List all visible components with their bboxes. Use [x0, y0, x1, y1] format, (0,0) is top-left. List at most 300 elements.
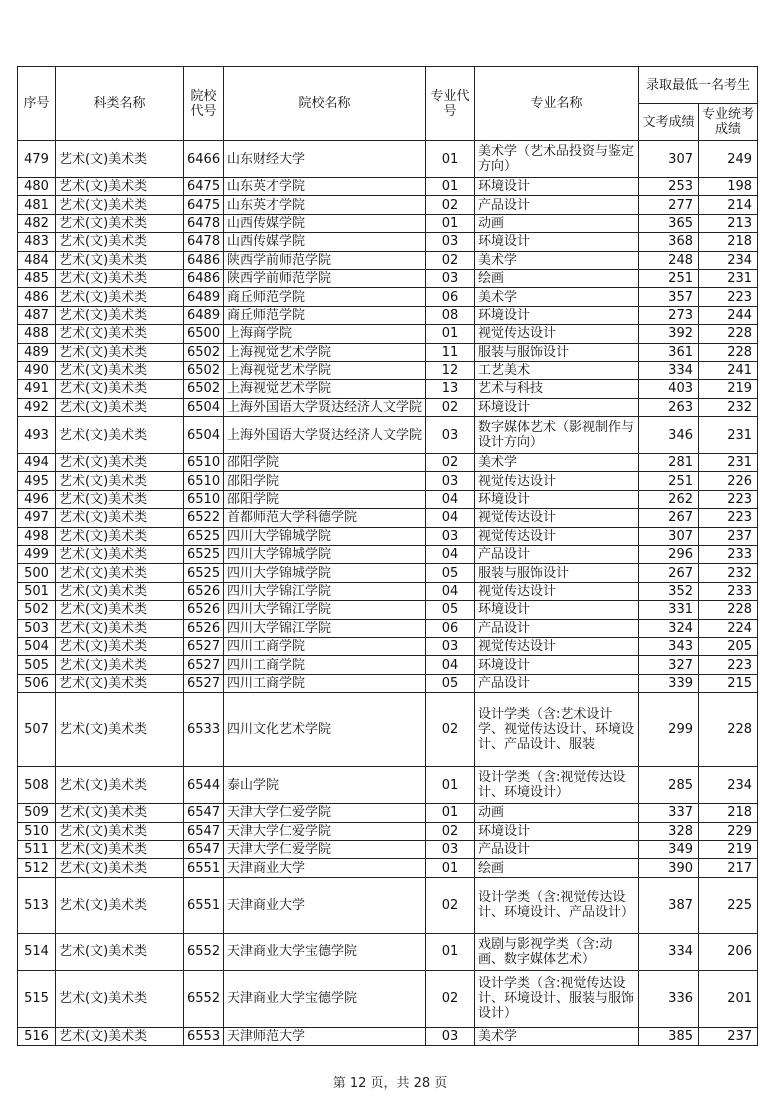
seq-cell: 492 — [18, 398, 56, 416]
school-code-cell: 6526 — [184, 601, 224, 619]
seq-cell: 496 — [18, 490, 56, 508]
zhuanye-cell: 219 — [699, 840, 758, 858]
school-name-cell: 四川工商学院 — [224, 637, 426, 655]
zhuanye-cell: 231 — [699, 417, 758, 454]
school-code-cell: 6544 — [184, 767, 224, 804]
school-name-cell: 山西传媒学院 — [224, 233, 426, 251]
wenkao-cell: 343 — [639, 637, 699, 655]
school-name-cell: 天津商业大学宝德学院 — [224, 970, 426, 1027]
category-cell: 艺术(文)美术类 — [56, 674, 184, 692]
school-name-cell: 天津商业大学 — [224, 859, 426, 877]
seq-cell: 513 — [18, 877, 56, 933]
table-row — [18, 822, 758, 840]
zhuanye-cell: 223 — [699, 490, 758, 508]
wenkao-cell: 248 — [639, 251, 699, 269]
seq-cell: 491 — [18, 380, 56, 398]
zhuanye-cell: 223 — [699, 656, 758, 674]
major-name-cell: 环境设计 — [475, 398, 639, 416]
seq-cell: 486 — [18, 288, 56, 306]
wenkao-cell: 267 — [639, 564, 699, 582]
major-code-cell: 01 — [426, 859, 475, 877]
school-code-cell: 6547 — [184, 804, 224, 822]
category-cell: 艺术(文)美术类 — [56, 288, 184, 306]
header-wenkao: 文考成绩 — [639, 104, 699, 141]
seq-cell: 494 — [18, 454, 56, 472]
zhuanye-cell: 225 — [699, 877, 758, 933]
category-cell: 艺术(文)美术类 — [56, 840, 184, 858]
seq-cell: 507 — [18, 693, 56, 767]
school-code-cell: 6522 — [184, 509, 224, 527]
school-code-cell: 6525 — [184, 546, 224, 564]
page-footer: 第 12 页，共 28 页 — [332, 1076, 448, 1091]
category-cell: 艺术(文)美术类 — [56, 269, 184, 287]
major-name-cell: 设计学类（含:视觉传达设计、环境设计、服装与服饰设计） — [475, 970, 639, 1027]
major-code-cell: 04 — [426, 509, 475, 527]
major-name-cell: 美术学 — [475, 454, 639, 472]
school-name-cell: 天津大学仁爱学院 — [224, 804, 426, 822]
school-name-cell: 邵阳学院 — [224, 472, 426, 490]
school-code-cell: 6478 — [184, 233, 224, 251]
school-code-cell: 6527 — [184, 674, 224, 692]
school-name-cell: 上海视觉艺术学院 — [224, 380, 426, 398]
seq-cell: 508 — [18, 767, 56, 804]
category-cell: 艺术(文)美术类 — [56, 472, 184, 490]
seq-cell: 500 — [18, 564, 56, 582]
seq-cell: 514 — [18, 933, 56, 970]
zhuanye-cell: 205 — [699, 637, 758, 655]
major-name-cell: 美术学 — [475, 288, 639, 306]
seq-cell: 483 — [18, 233, 56, 251]
major-name-cell: 美术学 — [475, 251, 639, 269]
category-cell: 艺术(文)美术类 — [56, 380, 184, 398]
major-code-cell: 04 — [426, 582, 475, 600]
zhuanye-cell: 231 — [699, 269, 758, 287]
school-code-cell: 6553 — [184, 1027, 224, 1045]
seq-cell: 501 — [18, 582, 56, 600]
seq-cell: 510 — [18, 822, 56, 840]
school-name-cell: 邵阳学院 — [224, 490, 426, 508]
wenkao-cell: 334 — [639, 933, 699, 970]
wenkao-cell: 285 — [639, 767, 699, 804]
major-name-cell: 绘画 — [475, 859, 639, 877]
wenkao-cell: 368 — [639, 233, 699, 251]
wenkao-cell: 262 — [639, 490, 699, 508]
wenkao-cell: 336 — [639, 970, 699, 1027]
school-name-cell: 四川大学锦江学院 — [224, 582, 426, 600]
school-name-cell: 四川大学锦江学院 — [224, 601, 426, 619]
major-name-cell: 环境设计 — [475, 233, 639, 251]
seq-cell: 504 — [18, 637, 56, 655]
seq-cell: 490 — [18, 361, 56, 379]
zhuanye-cell: 231 — [699, 454, 758, 472]
school-code-cell: 6502 — [184, 380, 224, 398]
major-code-cell: 03 — [426, 840, 475, 858]
major-code-cell: 03 — [426, 233, 475, 251]
major-name-cell: 产品设计 — [475, 546, 639, 564]
school-code-cell: 6510 — [184, 490, 224, 508]
category-cell: 艺术(文)美术类 — [56, 933, 184, 970]
major-name-cell: 视觉传达设计 — [475, 472, 639, 490]
school-name-cell: 四川工商学院 — [224, 656, 426, 674]
category-cell: 艺术(文)美术类 — [56, 582, 184, 600]
table-row — [18, 656, 758, 674]
major-code-cell: 03 — [426, 637, 475, 655]
wenkao-cell: 296 — [639, 546, 699, 564]
major-code-cell: 03 — [426, 527, 475, 545]
category-cell: 艺术(文)美术类 — [56, 509, 184, 527]
zhuanye-cell: 198 — [699, 178, 758, 196]
table-row — [18, 1027, 758, 1045]
seq-cell: 511 — [18, 840, 56, 858]
category-cell: 艺术(文)美术类 — [56, 804, 184, 822]
category-cell: 艺术(文)美术类 — [56, 656, 184, 674]
wenkao-cell: 253 — [639, 178, 699, 196]
category-cell: 艺术(文)美术类 — [56, 822, 184, 840]
major-name-cell: 视觉传达设计 — [475, 325, 639, 343]
zhuanye-cell: 228 — [699, 325, 758, 343]
wenkao-cell: 337 — [639, 804, 699, 822]
school-code-cell: 6504 — [184, 398, 224, 416]
wenkao-cell: 339 — [639, 674, 699, 692]
school-name-cell: 四川大学锦江学院 — [224, 619, 426, 637]
wenkao-cell: 263 — [639, 398, 699, 416]
major-code-cell: 02 — [426, 970, 475, 1027]
major-name-cell: 服装与服饰设计 — [475, 343, 639, 361]
major-code-cell: 03 — [426, 472, 475, 490]
table-row — [18, 417, 758, 454]
header-major-name: 专业名称 — [475, 67, 639, 141]
category-cell: 艺术(文)美术类 — [56, 1027, 184, 1045]
header-major-code: 专业代号 — [426, 67, 475, 141]
table-row — [18, 970, 758, 1027]
wenkao-cell: 385 — [639, 1027, 699, 1045]
school-name-cell: 上海商学院 — [224, 325, 426, 343]
major-code-cell: 08 — [426, 306, 475, 324]
school-name-cell: 四川大学锦城学院 — [224, 564, 426, 582]
zhuanye-cell: 226 — [699, 472, 758, 490]
school-code-cell: 6525 — [184, 564, 224, 582]
school-name-cell: 山西传媒学院 — [224, 214, 426, 232]
zhuanye-cell: 244 — [699, 306, 758, 324]
wenkao-cell: 331 — [639, 601, 699, 619]
seq-cell: 497 — [18, 509, 56, 527]
category-cell: 艺术(文)美术类 — [56, 398, 184, 416]
school-name-cell: 邵阳学院 — [224, 454, 426, 472]
category-cell: 艺术(文)美术类 — [56, 233, 184, 251]
table-row — [18, 582, 758, 600]
school-name-cell: 商丘师范学院 — [224, 288, 426, 306]
category-cell: 艺术(文)美术类 — [56, 877, 184, 933]
seq-cell: 484 — [18, 251, 56, 269]
zhuanye-cell: 218 — [699, 233, 758, 251]
major-code-cell: 12 — [426, 361, 475, 379]
wenkao-cell: 251 — [639, 269, 699, 287]
major-name-cell: 环境设计 — [475, 601, 639, 619]
school-code-cell: 6527 — [184, 637, 224, 655]
zhuanye-cell: 228 — [699, 343, 758, 361]
school-name-cell: 山东财经大学 — [224, 141, 426, 178]
zhuanye-cell: 219 — [699, 380, 758, 398]
category-cell: 艺术(文)美术类 — [56, 490, 184, 508]
table-row — [18, 141, 758, 178]
school-code-cell: 6510 — [184, 454, 224, 472]
table-row — [18, 693, 758, 767]
major-code-cell: 03 — [426, 1027, 475, 1045]
major-name-cell: 视觉传达设计 — [475, 637, 639, 655]
zhuanye-cell: 229 — [699, 822, 758, 840]
school-code-cell: 6547 — [184, 840, 224, 858]
school-name-cell: 商丘师范学院 — [224, 306, 426, 324]
category-cell: 艺术(文)美术类 — [56, 141, 184, 178]
zhuanye-cell: 249 — [699, 141, 758, 178]
school-name-cell: 上海视觉艺术学院 — [224, 343, 426, 361]
major-name-cell: 绘画 — [475, 269, 639, 287]
zhuanye-cell: 233 — [699, 582, 758, 600]
table-row — [18, 859, 758, 877]
seq-cell: 503 — [18, 619, 56, 637]
school-code-cell: 6551 — [184, 859, 224, 877]
major-code-cell: 01 — [426, 804, 475, 822]
seq-cell: 481 — [18, 196, 56, 214]
seq-cell: 485 — [18, 269, 56, 287]
wenkao-cell: 352 — [639, 582, 699, 600]
seq-cell: 502 — [18, 601, 56, 619]
category-cell: 艺术(文)美术类 — [56, 564, 184, 582]
major-name-cell: 数字媒体艺术（影视制作与设计方向） — [475, 417, 639, 454]
school-code-cell: 6551 — [184, 877, 224, 933]
major-name-cell: 服装与服饰设计 — [475, 564, 639, 582]
seq-cell: 488 — [18, 325, 56, 343]
zhuanye-cell: 206 — [699, 933, 758, 970]
major-code-cell: 04 — [426, 546, 475, 564]
zhuanye-cell: 232 — [699, 398, 758, 416]
zhuanye-cell: 223 — [699, 509, 758, 527]
major-name-cell: 美术学（艺术品投资与鉴定方向） — [475, 141, 639, 178]
major-code-cell: 02 — [426, 877, 475, 933]
table-row — [18, 325, 758, 343]
zhuanye-cell: 215 — [699, 674, 758, 692]
table-row — [18, 361, 758, 379]
category-cell: 艺术(文)美术类 — [56, 417, 184, 454]
table-row — [18, 546, 758, 564]
seq-cell: 489 — [18, 343, 56, 361]
major-name-cell: 设计学类（含:视觉传达设计、环境设计） — [475, 767, 639, 804]
school-name-cell: 泰山学院 — [224, 767, 426, 804]
major-code-cell: 03 — [426, 269, 475, 287]
major-name-cell: 环境设计 — [475, 178, 639, 196]
header-category: 科类名称 — [56, 67, 184, 141]
seq-cell: 482 — [18, 214, 56, 232]
seq-cell: 499 — [18, 546, 56, 564]
major-code-cell: 06 — [426, 619, 475, 637]
school-name-cell: 四川工商学院 — [224, 674, 426, 692]
major-code-cell: 06 — [426, 288, 475, 306]
table-row — [18, 214, 758, 232]
seq-cell: 495 — [18, 472, 56, 490]
seq-cell: 493 — [18, 417, 56, 454]
major-code-cell: 05 — [426, 674, 475, 692]
category-cell: 艺术(文)美术类 — [56, 306, 184, 324]
school-name-cell: 天津大学仁爱学院 — [224, 822, 426, 840]
table-row — [18, 251, 758, 269]
school-name-cell: 上海外国语大学贤达经济人文学院 — [224, 417, 426, 454]
table-row — [18, 877, 758, 933]
seq-cell: 505 — [18, 656, 56, 674]
wenkao-cell: 299 — [639, 693, 699, 767]
major-name-cell: 设计学类（含:艺术设计学、视觉传达设计、环境设计、产品设计、服装 — [475, 693, 639, 767]
category-cell: 艺术(文)美术类 — [56, 251, 184, 269]
major-code-cell: 01 — [426, 325, 475, 343]
school-name-cell: 山东英才学院 — [224, 196, 426, 214]
table-row — [18, 527, 758, 545]
wenkao-cell: 327 — [639, 656, 699, 674]
wenkao-cell: 387 — [639, 877, 699, 933]
major-name-cell: 产品设计 — [475, 196, 639, 214]
school-name-cell: 山东英才学院 — [224, 178, 426, 196]
major-name-cell: 戏剧与影视学类（含:动画、数字媒体艺术） — [475, 933, 639, 970]
major-code-cell: 02 — [426, 693, 475, 767]
school-code-cell: 6526 — [184, 582, 224, 600]
seq-cell: 498 — [18, 527, 56, 545]
category-cell: 艺术(文)美术类 — [56, 454, 184, 472]
zhuanye-cell: 234 — [699, 767, 758, 804]
header-school-name: 院校名称 — [224, 67, 426, 141]
category-cell: 艺术(文)美术类 — [56, 767, 184, 804]
major-code-cell: 13 — [426, 380, 475, 398]
table-row — [18, 509, 758, 527]
category-cell: 艺术(文)美术类 — [56, 637, 184, 655]
wenkao-cell: 349 — [639, 840, 699, 858]
school-code-cell: 6504 — [184, 417, 224, 454]
major-name-cell: 视觉传达设计 — [475, 527, 639, 545]
table-row — [18, 490, 758, 508]
school-code-cell: 6552 — [184, 933, 224, 970]
school-name-cell: 陕西学前师范学院 — [224, 269, 426, 287]
wenkao-cell: 365 — [639, 214, 699, 232]
table-row — [18, 804, 758, 822]
school-name-cell: 天津师范大学 — [224, 1027, 426, 1045]
school-code-cell: 6552 — [184, 970, 224, 1027]
school-code-cell: 6486 — [184, 269, 224, 287]
major-code-cell: 01 — [426, 178, 475, 196]
table-row — [18, 288, 758, 306]
category-cell: 艺术(文)美术类 — [56, 970, 184, 1027]
school-code-cell: 6478 — [184, 214, 224, 232]
category-cell: 艺术(文)美术类 — [56, 546, 184, 564]
major-code-cell: 01 — [426, 214, 475, 232]
table-row — [18, 933, 758, 970]
major-code-cell: 01 — [426, 141, 475, 178]
school-name-cell: 天津商业大学宝德学院 — [224, 933, 426, 970]
table-row — [18, 767, 758, 804]
wenkao-cell: 357 — [639, 288, 699, 306]
zhuanye-cell: 214 — [699, 196, 758, 214]
zhuanye-cell: 218 — [699, 804, 758, 822]
major-code-cell: 02 — [426, 251, 475, 269]
wenkao-cell: 361 — [639, 343, 699, 361]
school-code-cell: 6525 — [184, 527, 224, 545]
major-code-cell: 02 — [426, 196, 475, 214]
zhuanye-cell: 213 — [699, 214, 758, 232]
school-code-cell: 6475 — [184, 178, 224, 196]
table-row — [18, 398, 758, 416]
table-row — [18, 269, 758, 287]
major-name-cell: 动画 — [475, 804, 639, 822]
major-name-cell: 视觉传达设计 — [475, 509, 639, 527]
zhuanye-cell: 241 — [699, 361, 758, 379]
zhuanye-cell: 234 — [699, 251, 758, 269]
major-code-cell: 04 — [426, 490, 475, 508]
school-code-cell: 6547 — [184, 822, 224, 840]
seq-cell: 479 — [18, 141, 56, 178]
wenkao-cell: 251 — [639, 472, 699, 490]
wenkao-cell: 346 — [639, 417, 699, 454]
seq-cell: 515 — [18, 970, 56, 1027]
major-name-cell: 环境设计 — [475, 822, 639, 840]
wenkao-cell: 307 — [639, 527, 699, 545]
major-name-cell: 动画 — [475, 214, 639, 232]
wenkao-cell: 334 — [639, 361, 699, 379]
zhuanye-cell: 223 — [699, 288, 758, 306]
table-row — [18, 380, 758, 398]
category-cell: 艺术(文)美术类 — [56, 214, 184, 232]
major-code-cell: 04 — [426, 656, 475, 674]
category-cell: 艺术(文)美术类 — [56, 601, 184, 619]
table-row — [18, 196, 758, 214]
category-cell: 艺术(文)美术类 — [56, 619, 184, 637]
school-code-cell: 6533 — [184, 693, 224, 767]
zhuanye-cell: 201 — [699, 970, 758, 1027]
header-seq: 序号 — [18, 67, 56, 141]
major-code-cell: 02 — [426, 398, 475, 416]
table-row — [18, 472, 758, 490]
school-name-cell: 天津商业大学 — [224, 877, 426, 933]
category-cell: 艺术(文)美术类 — [56, 527, 184, 545]
table-row — [18, 601, 758, 619]
major-code-cell: 01 — [426, 933, 475, 970]
category-cell: 艺术(文)美术类 — [56, 196, 184, 214]
table-row — [18, 637, 758, 655]
header-school-code: 院校代号 — [184, 67, 224, 141]
table-body — [18, 141, 758, 1046]
zhuanye-cell: 228 — [699, 601, 758, 619]
school-name-cell: 首都师范大学科德学院 — [224, 509, 426, 527]
admission-table-container — [17, 66, 757, 1046]
wenkao-cell: 277 — [639, 196, 699, 214]
major-code-cell: 02 — [426, 454, 475, 472]
wenkao-cell: 403 — [639, 380, 699, 398]
school-code-cell: 6526 — [184, 619, 224, 637]
admission-table — [17, 66, 758, 1046]
zhuanye-cell: 217 — [699, 859, 758, 877]
table-row — [18, 454, 758, 472]
seq-cell: 509 — [18, 804, 56, 822]
wenkao-cell: 273 — [639, 306, 699, 324]
school-code-cell: 6502 — [184, 343, 224, 361]
major-name-cell: 产品设计 — [475, 619, 639, 637]
major-name-cell: 工艺美术 — [475, 361, 639, 379]
school-code-cell: 6510 — [184, 472, 224, 490]
school-name-cell: 上海视觉艺术学院 — [224, 361, 426, 379]
table-row — [18, 306, 758, 324]
zhuanye-cell: 232 — [699, 564, 758, 582]
school-code-cell: 6502 — [184, 361, 224, 379]
school-name-cell: 上海外国语大学贤达经济人文学院 — [224, 398, 426, 416]
major-name-cell: 产品设计 — [475, 840, 639, 858]
seq-cell: 480 — [18, 178, 56, 196]
major-name-cell: 设计学类（含:视觉传达设计、环境设计、产品设计） — [475, 877, 639, 933]
header-min-group: 录取最低一名考生 — [639, 67, 758, 104]
